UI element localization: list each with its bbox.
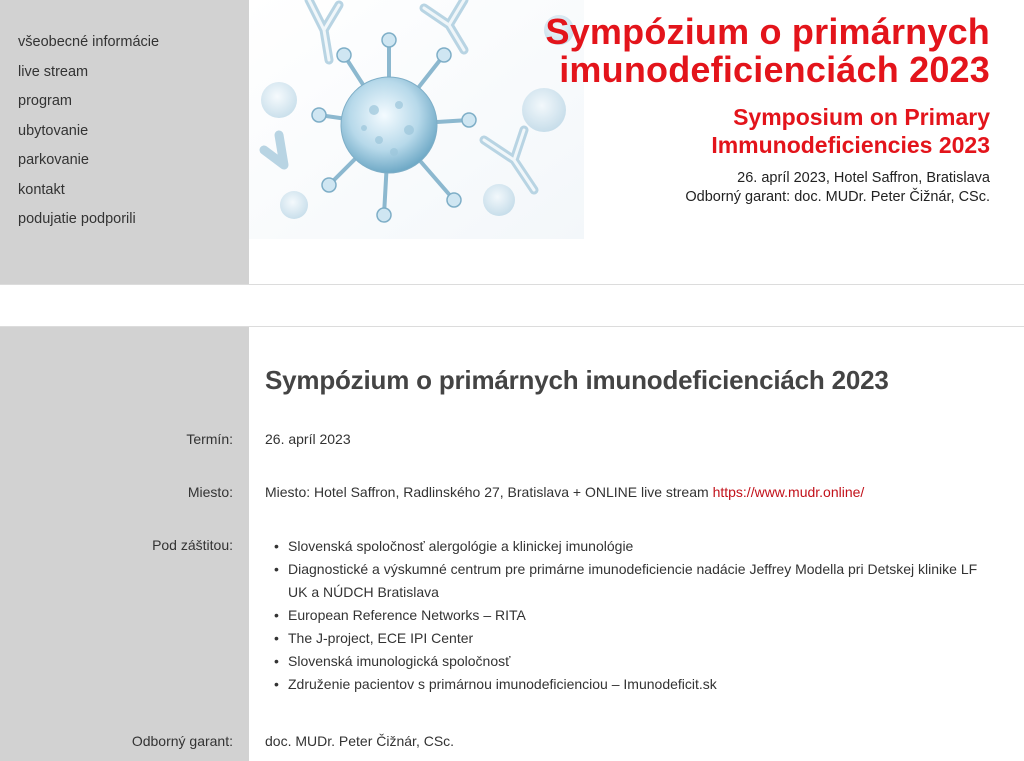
nav-link-program[interactable]: program bbox=[18, 93, 72, 109]
banner-title-en-line2: Immunodeficiencies 2023 bbox=[711, 132, 990, 158]
nav-item-contact[interactable] bbox=[18, 180, 159, 210]
place-value bbox=[265, 484, 864, 500]
nav-item-supporters[interactable] bbox=[18, 209, 159, 239]
main-nav bbox=[18, 32, 159, 239]
nav-item-program[interactable] bbox=[18, 91, 159, 121]
divider bbox=[0, 284, 1024, 285]
banner-title-sk-line2: imunodeficienciách 2023 bbox=[559, 49, 990, 90]
guarantor-label: Odborný garant: bbox=[131, 733, 233, 749]
list-item: • European Reference Networks – RITA bbox=[265, 604, 995, 627]
list-item: • Diagnostické a výskumné centrum pre primárne imunodeficiencie nadácie Jeffrey Modella pri Detskej klinike LF UK a NÚDCH Bratislava bbox=[265, 558, 995, 604]
list-item: • The J-project, ECE IPI Center bbox=[265, 627, 995, 650]
banner-date-venue: 26. apríl 2023, Hotel Saffron, Bratislava bbox=[737, 170, 990, 186]
page-title: Sympózium o primárnych imunodeficienciách 2023 bbox=[265, 365, 889, 395]
nav-item-general[interactable] bbox=[18, 32, 159, 62]
nav-item-live-stream[interactable] bbox=[18, 62, 159, 92]
sidebar-nav-panel bbox=[0, 0, 249, 284]
banner-guarantor: Odborný garant: doc. MUDr. Peter Čižnár, CSc. bbox=[685, 189, 990, 205]
list-item: • Slovenská imunologická spoločnosť bbox=[265, 650, 995, 673]
patronage-list bbox=[265, 535, 995, 696]
header bbox=[0, 0, 1024, 284]
term-label: Termín: bbox=[186, 431, 233, 447]
nav-link-general[interactable]: všeobecné informácie bbox=[18, 34, 160, 50]
nav-link-accommodation[interactable]: ubytovanie bbox=[18, 122, 89, 139]
banner-info bbox=[546, 169, 991, 207]
guarantor-value: doc. MUDr. Peter Čižnár, CSc. bbox=[265, 733, 455, 749]
nav-link-live-stream[interactable]: live stream bbox=[18, 63, 89, 80]
banner-title-sk bbox=[546, 13, 991, 89]
patronage-label: Pod záštitou: bbox=[152, 537, 233, 553]
mudr-online-link[interactable]: https://www.mudr.online/ bbox=[712, 484, 865, 500]
banner-text-block bbox=[545, 0, 991, 205]
nav-link-parking[interactable]: parkovanie bbox=[18, 152, 89, 168]
nav-item-accommodation[interactable] bbox=[18, 121, 159, 151]
term-value: 26. apríl 2023 bbox=[265, 431, 351, 447]
place-label: Miesto: bbox=[187, 484, 233, 500]
nav-link-contact[interactable]: kontakt bbox=[18, 181, 65, 198]
banner-title-sk-line1: Sympózium o primárnych bbox=[545, 11, 990, 52]
list-item: • Združenie pacientov s primárnou imunodeficienciou – Imunodeficit.sk bbox=[265, 673, 995, 696]
banner-title-en bbox=[546, 103, 991, 159]
banner-virus-illustration bbox=[249, 0, 584, 239]
list-item: • Slovenská spoločnosť alergológie a klinickej imunológie bbox=[265, 535, 995, 558]
place-text: Miesto: Hotel Saffron, Radlinského 27, Bratislava + ONLINE live stream bbox=[265, 484, 713, 500]
nav-link-supporters[interactable]: podujatie podporili bbox=[18, 211, 136, 227]
virus-antibody-illustration bbox=[249, 0, 584, 239]
nav-item-parking[interactable] bbox=[18, 150, 159, 180]
banner-title-en-line1: Symposium on Primary bbox=[733, 104, 990, 130]
